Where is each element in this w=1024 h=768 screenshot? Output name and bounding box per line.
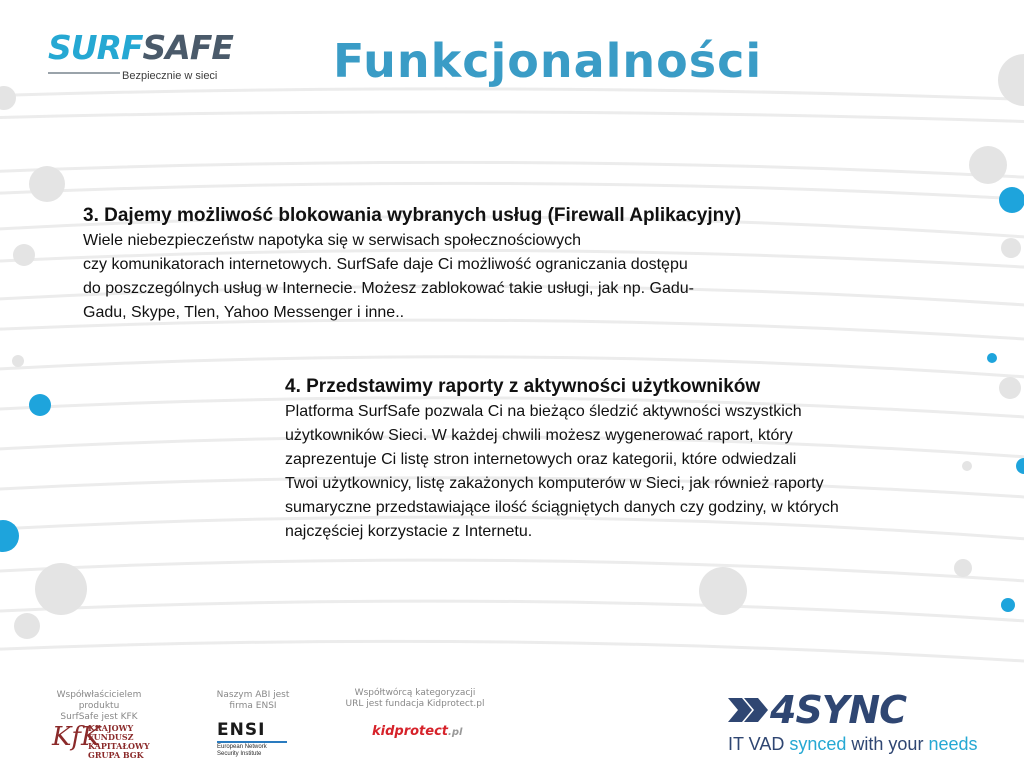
caption-line: Współwłaścicielem produktu — [56, 690, 142, 711]
kfk-name-line: FUNDUSZ — [88, 732, 134, 742]
tagline-part: with your — [846, 734, 929, 754]
partner-caption-kidprotect — [340, 688, 490, 710]
tagline-highlight: synced — [789, 734, 847, 754]
caption-line: firma ENSI — [229, 701, 277, 711]
section-body — [83, 229, 773, 325]
ensi-subtitle: European Network — [217, 744, 267, 750]
kfk-name — [88, 724, 150, 760]
tagline-part: IT VAD — [728, 734, 790, 754]
kidprotect-suffix: .pl — [448, 727, 463, 738]
caption-line: URL jest fundacja Kidprotect.pl — [345, 699, 485, 709]
4sync-arrow-icon — [728, 690, 774, 730]
kfk-name-line: KAPITAŁOWY — [88, 741, 150, 751]
surfsafe-logo — [48, 28, 248, 90]
kidprotect-mark: kidprotect — [372, 724, 449, 739]
logo-word-surf: SURF — [48, 28, 143, 67]
4sync-logo — [728, 688, 978, 758]
body-line: do poszczególnych usług w Internecie. Możesz zablokować takie usługi, jak np. Gadu- — [83, 280, 694, 297]
tagline-highlight: needs — [928, 734, 978, 754]
logo-tagline: Bezpiecznie w sieci — [122, 70, 218, 82]
surfsafe-wordmark — [48, 28, 233, 68]
body-line: Platforma SurfSafe pozwala Ci na bieżąco śledzić aktywności wszystkich — [285, 403, 802, 420]
body-line: Twoi użytkownicy, listę zakażonych komputerów w Sieci, jak również raporty — [285, 475, 824, 492]
4sync-wordmark: 4SYNC — [770, 688, 907, 732]
kfk-name-line: GRUPA BGK — [88, 750, 144, 760]
page-title: Funkcjonalności — [333, 34, 763, 88]
kfk-mark: KfK — [52, 722, 101, 752]
caption-line: Naszym ABI jest — [216, 690, 290, 700]
ensi-logo — [217, 720, 297, 756]
caption-line: SurfSafe jest KFK — [60, 712, 138, 722]
section-heading: 4. Przedstawimy raporty z aktywności użytkowników — [285, 376, 761, 397]
kidprotect-logo — [372, 724, 463, 758]
logo-word-safe: SAFE — [142, 28, 233, 67]
ensi-subtitle: Security Institute — [217, 751, 262, 757]
feature-section-3 — [83, 205, 873, 325]
kfk-logo — [52, 722, 152, 760]
body-line: najczęściej korzystacie z Internetu. — [285, 523, 533, 540]
kfk-name-line: KRAJOWY — [88, 723, 134, 733]
section-body — [285, 400, 925, 544]
logo-divider — [48, 72, 120, 74]
partner-caption-ensi — [208, 690, 298, 712]
feature-section-4 — [285, 376, 925, 544]
body-line: Wiele niebezpieczeństw napotyka się w serwisach społecznościowych — [83, 232, 582, 249]
body-line: czy komunikatorach internetowych. SurfSafe daje Ci możliwość ograniczania dostępu — [83, 256, 688, 273]
body-line: zaprezentuje Ci listę stron internetowych oraz kategorii, które odwiedzali — [285, 451, 797, 468]
body-line: sumaryczne przedstawiające ilość ściągniętych danych czy godziny, w których — [285, 499, 839, 516]
ensi-divider — [217, 741, 287, 743]
body-line: Gadu, Skype, Tlen, Yahoo Messenger i inne.. — [83, 304, 405, 321]
body-line: użytkowników Sieci. W każdej chwili możesz wygenerować raport, który — [285, 427, 793, 444]
section-heading: 3. Dajemy możliwość blokowania wybranych usług (Firewall Aplikacyjny) — [83, 205, 742, 226]
caption-line: Współtwórcą kategoryzacji — [354, 688, 476, 698]
ensi-mark: ENSI — [217, 720, 266, 740]
4sync-tagline — [728, 734, 977, 755]
partner-caption-kfk — [36, 690, 162, 723]
